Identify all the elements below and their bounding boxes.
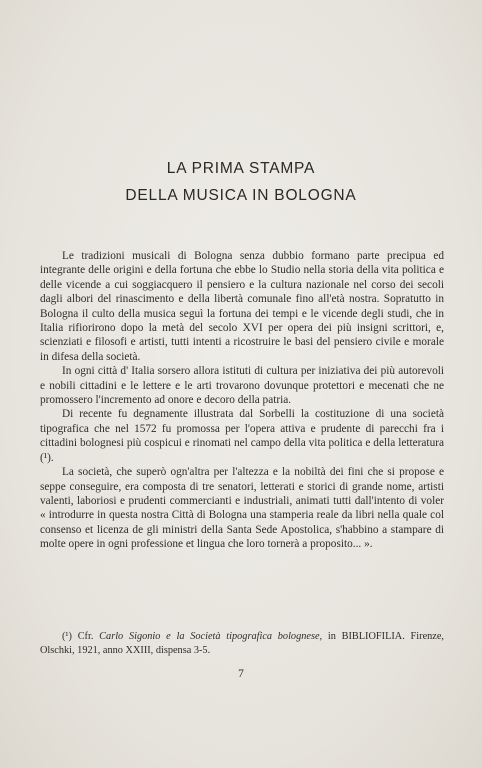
paragraph: Di recente fu degnamente illustrata dal Sorbelli la costituzione di una società tipografica che nel 1572 fu promossa per l'opera attiva e prudente di parecchi fra i cittadini bolognesi più cospicui e rinomati nel campo della vita politica e della letteratura (¹). <box>40 408 444 464</box>
paragraph: La società, che superò ogn'altra per l'altezza e la nobiltà dei fini che si propose e seppe conseguire, era composta di tre senatori, letterati e storici di grande nome, artisti valenti, laboriosi e prudenti commercianti e industriali, animati tutti dall'intento di voler « introdurre in questa nostra Città di Bologna una stamperia reale da libri nella quale col consenso et licenza de gli ministri della Santa Sede Apostolica, s'habbino a stampare di molte opere in ogni professione et lingua che loro tornerà a proposito... ». <box>40 466 444 551</box>
paragraph: In ogni città d' Italia sorsero allora istituti di cultura per iniziativa dei più autorevoli e nobili cittadini e le lettere e le arti trovarono dovunque protettori e mecenati che ne promossero l'incremento ad onore e decoro della patria. <box>40 365 444 407</box>
body-text <box>40 249 444 552</box>
footnote-prefix: (¹) Cfr. <box>62 631 100 642</box>
chapter-title-line-1: LA PRIMA STAMPA <box>166 160 316 177</box>
footnote <box>40 630 444 657</box>
footnote-suffix: in BIBLIOFILIA. Firenze, Olschki, 1921, anno XXIII, dispensa 3-5. <box>40 631 445 656</box>
chapter-title-line-2: DELLA MUSICA IN BOLOGNA <box>125 187 357 204</box>
footnote-italic-title: Carlo Sigonio e la Società tipografica bolognese, <box>99 631 323 642</box>
paragraph: Le tradizioni musicali di Bologna senza dubbio formano parte precipua ed integrante delle origini e della fortuna che ebbe lo Studio nella storia della vita politica e delle vicende a cui soggiacquero il pensiero e la cultura nazionale nel corso dei secoli dagli albori del rinascimento e della libertà comunale fino all'età nostra. Sopratutto in Bologna il culto della musica seguì la fortuna dei tempi e le vicende degli studi, che in Italia rifiorirono dopo la metà del secolo XVI per opera dei più insigni scrittori, e, scienziati e filosofi e artisti, tutti intenti a ricostruire le basi del pensiero civile e morale in difesa della società. <box>40 250 444 363</box>
page-number: 7 <box>238 668 244 680</box>
